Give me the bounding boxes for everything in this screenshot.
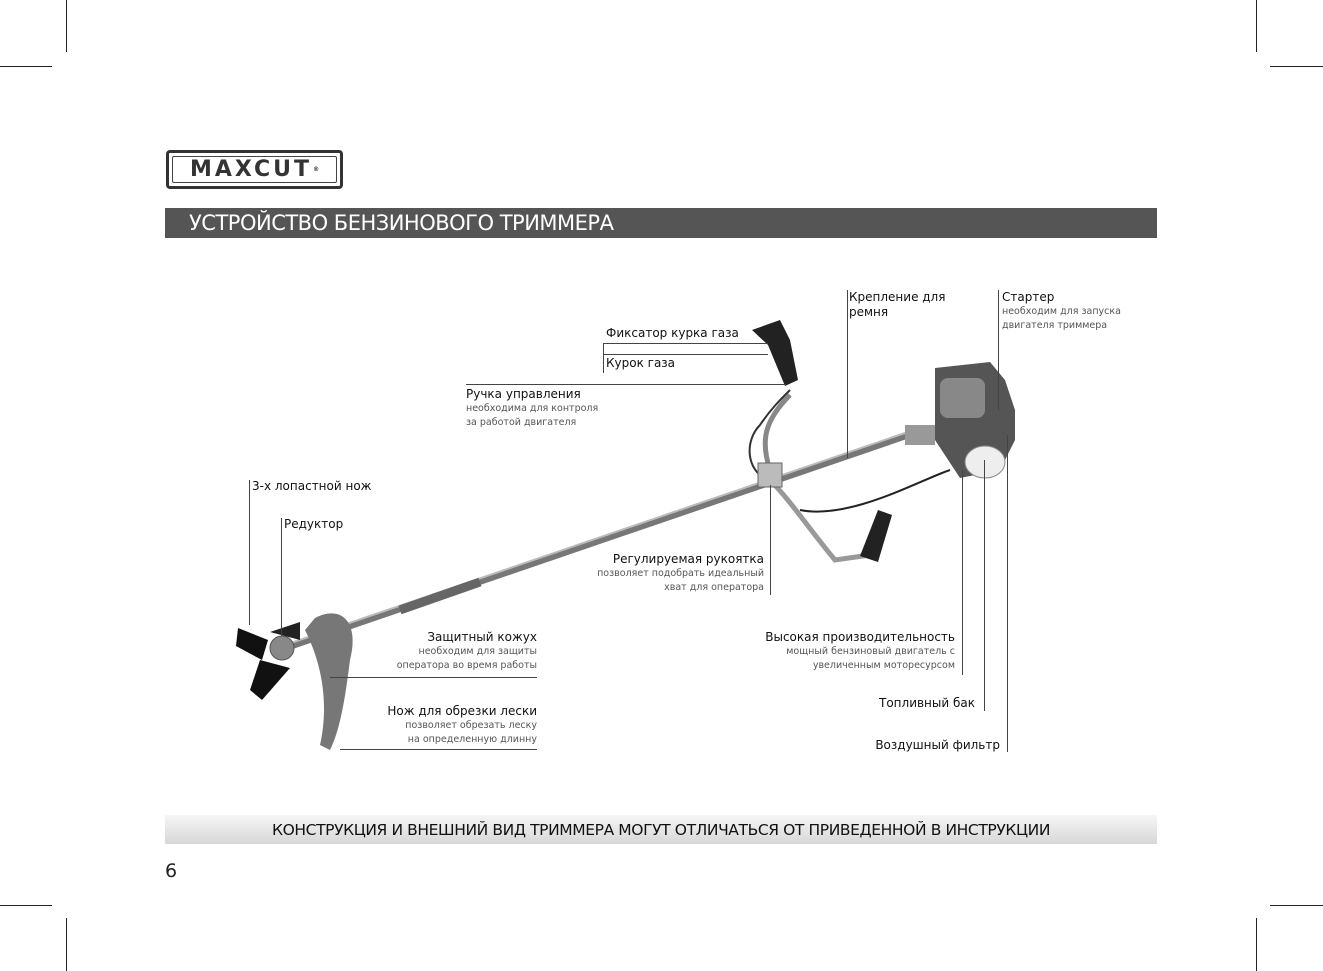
leader-line xyxy=(466,384,786,385)
leader-line xyxy=(998,290,999,410)
label-adjustable-handle: Регулируемая рукоятка позволяет подобрать идеальный хват для оператора xyxy=(597,552,764,593)
label-throttle-trigger: Курок газа xyxy=(606,356,676,370)
label-gearbox: Редуктор xyxy=(284,517,344,531)
section-title: УСТРОЙСТВО БЕНЗИНОВОГО ТРИММЕРА xyxy=(189,211,614,235)
leader-line xyxy=(603,354,768,355)
label-air-filter: Воздушный фильтр xyxy=(875,738,1000,752)
leader-line xyxy=(984,460,985,711)
label-performance: Высокая производительность мощный бензиновый двигатель с увеличенным моторесурсом xyxy=(765,630,955,671)
label-control-handle: Ручка управления необходима для контроля за работой двигателя xyxy=(466,387,599,428)
leader-line xyxy=(770,485,771,595)
disclaimer-bar xyxy=(165,815,1157,844)
label-throttle-lock: Фиксатор курка газа xyxy=(606,326,739,340)
leader-line xyxy=(340,749,537,750)
page-number: 6 xyxy=(165,860,178,882)
leader-line xyxy=(603,343,604,373)
label-guard: Защитный кожух необходим для защиты оператора во время работы xyxy=(396,630,537,671)
label-fuel-tank: Топливный бак xyxy=(879,696,975,710)
leader-line xyxy=(962,470,963,675)
label-blade: 3-х лопастной нож xyxy=(252,479,372,493)
leader-line xyxy=(330,677,537,678)
label-starter: Стартер необходим для запуска двигателя триммера xyxy=(1002,290,1121,331)
brand-logo-text: MAXCUT ® xyxy=(172,156,337,183)
label-line-cutter: Нож для обрезки лески позволяет обрезать леску на определенную длинну xyxy=(387,704,537,745)
label-strap-mount: Крепление для ремня xyxy=(849,290,946,319)
leader-line xyxy=(249,480,250,625)
leader-line xyxy=(1007,435,1008,752)
leader-line xyxy=(603,343,768,344)
leader-line xyxy=(281,518,282,636)
leader-line xyxy=(847,290,848,458)
disclaimer-text: КОНСТРУКЦИЯ И ВНЕШНИЙ ВИД ТРИММЕРА МОГУТ ОТЛИЧАТЬСЯ ОТ ПРИВЕДЕННОЙ В ИНСТРУКЦИИ xyxy=(271,820,1051,839)
